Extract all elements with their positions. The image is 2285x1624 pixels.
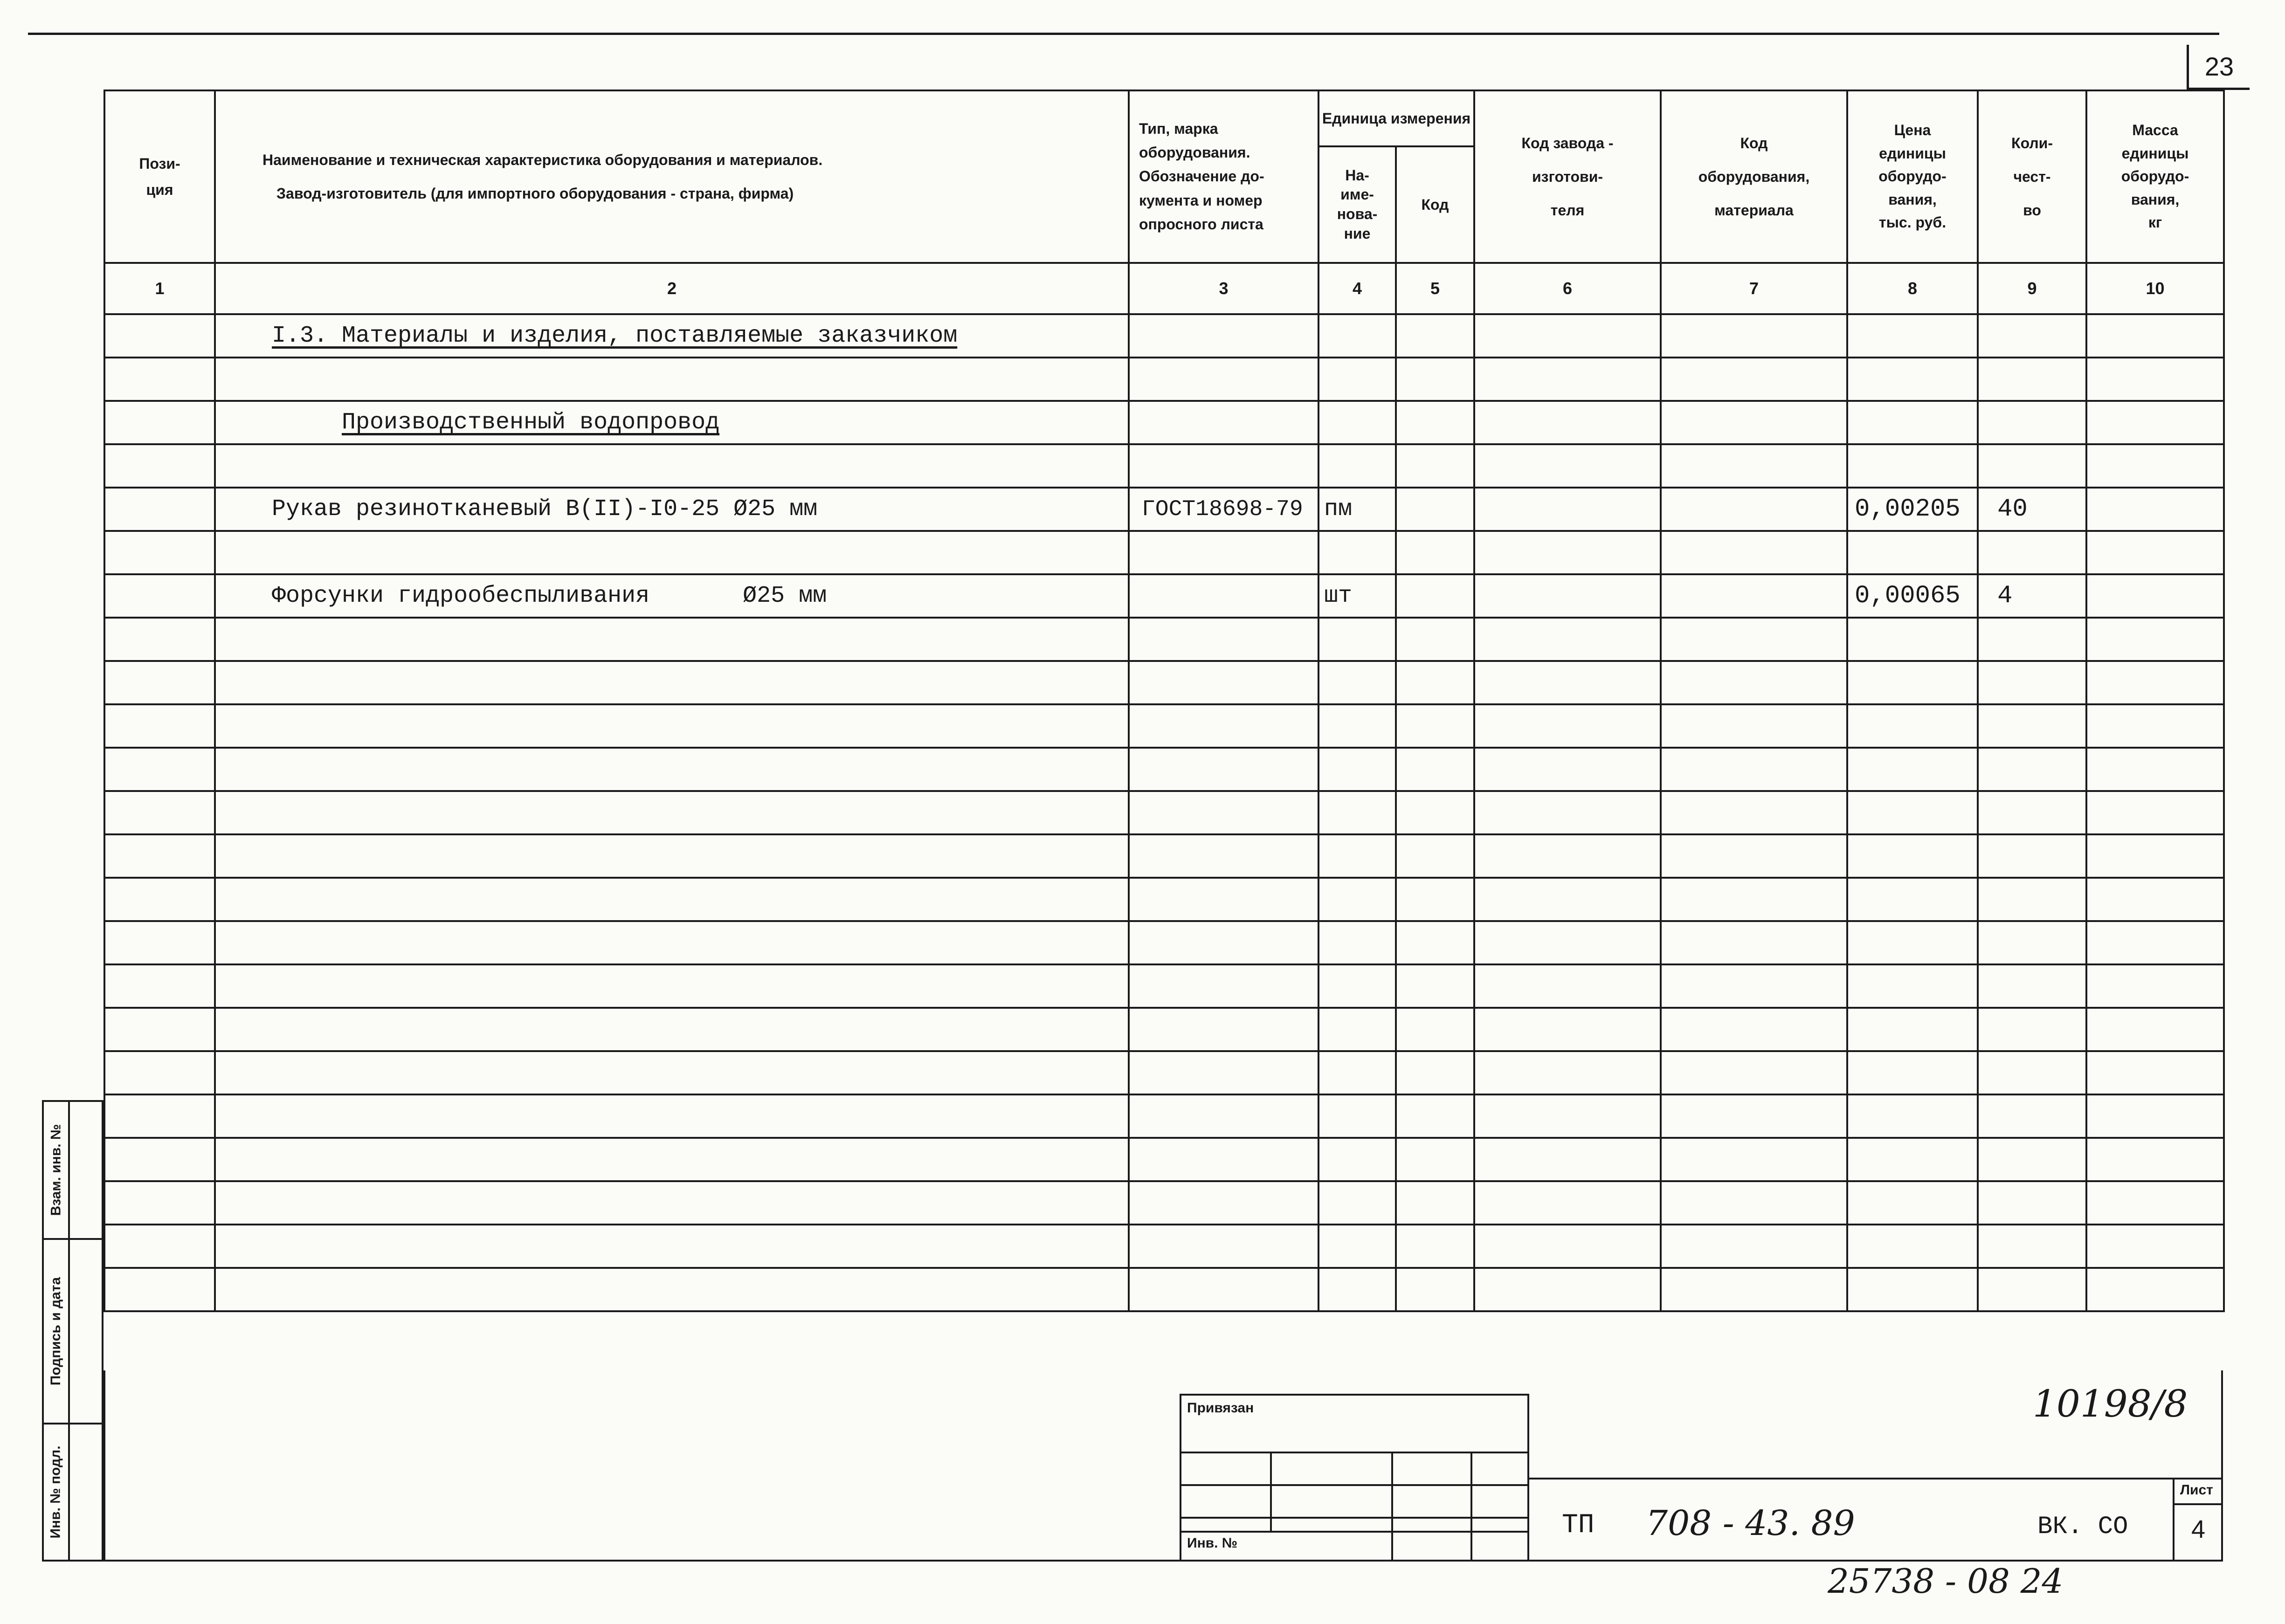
table-row bbox=[104, 488, 2224, 531]
item1-price: 0,00205 bbox=[1847, 488, 1978, 531]
item2-name: Форсунки гидрообеспыливания Ø25 мм bbox=[215, 574, 1129, 618]
colnum-9: 9 bbox=[1978, 263, 2086, 314]
item2-qty: 4 bbox=[1978, 574, 2086, 618]
table-row bbox=[104, 1008, 2224, 1051]
colnum-2: 2 bbox=[215, 263, 1129, 314]
column-number-row bbox=[104, 263, 2224, 314]
handwritten-doc-number: 10198/8 bbox=[2033, 1382, 2188, 1425]
header-equipment-code: Код оборудования, материала bbox=[1661, 90, 1847, 263]
side-stamp bbox=[42, 1100, 104, 1562]
table-row bbox=[104, 921, 2224, 964]
item2-diameter: Ø25 мм bbox=[743, 583, 827, 609]
top-border-line bbox=[28, 33, 2219, 35]
title-block-divider bbox=[1529, 1478, 2223, 1479]
title-block bbox=[104, 1370, 2223, 1562]
sheet-number: 4 bbox=[2191, 1515, 2206, 1543]
side-stamp-replacement: Взам. инв. № bbox=[42, 1100, 70, 1240]
header-type: Тип, марка оборудования. Обозначение до- кумента и номер опросного листа bbox=[1129, 90, 1319, 263]
album-code: ВК. СО bbox=[2037, 1513, 2128, 1541]
project-code: 708 - 43. 89 bbox=[1646, 1503, 1855, 1543]
header-unit-group: Единица измерения bbox=[1319, 90, 1474, 146]
inv-no-label: Инв. № bbox=[1187, 1535, 1238, 1551]
colnum-3: 3 bbox=[1129, 263, 1319, 314]
header-name: Наименование и техническая характеристика оборудования и материалов. Завод-изготовитель (для импортного оборудования - страна, фирма) bbox=[215, 90, 1129, 263]
table-row bbox=[104, 661, 2224, 704]
table-row bbox=[104, 1051, 2224, 1094]
subsection-title: Производственный водопровод bbox=[215, 401, 1129, 444]
table-row bbox=[104, 444, 2224, 488]
table-row bbox=[104, 878, 2224, 921]
header-plant-code: Код завода - изготови- теля bbox=[1474, 90, 1661, 263]
approved-label: Привязан bbox=[1187, 1400, 1254, 1416]
colnum-5: 5 bbox=[1396, 263, 1474, 314]
header-mass: Масса единицы оборудо- вания, кг bbox=[2086, 90, 2224, 263]
handwritten-archive-number: 25738 - 08 24 bbox=[1828, 1562, 2064, 1601]
table-row bbox=[104, 704, 2224, 748]
header-unit-code: Код bbox=[1396, 146, 1474, 263]
item2-price: 0,00065 bbox=[1847, 574, 1978, 618]
table-row bbox=[104, 358, 2224, 401]
table-row bbox=[104, 964, 2224, 1008]
table-row bbox=[104, 574, 2224, 618]
side-stamp-inventory: Инв. № подл. bbox=[42, 1423, 70, 1562]
item2-unit: шт bbox=[1319, 574, 1396, 618]
table-row bbox=[104, 401, 2224, 444]
item1-name: Рукав резинотканевый В(II)-I0-25 Ø25 мм bbox=[215, 488, 1129, 531]
item1-doc: ГОСТ18698-79 bbox=[1129, 488, 1319, 531]
header-row-1 bbox=[104, 90, 2224, 146]
table-row bbox=[104, 314, 2224, 358]
section-title: I.3. Материалы и изделия, поставляемые заказчиком bbox=[215, 314, 1129, 358]
colnum-7: 7 bbox=[1661, 263, 1847, 314]
header-position: Пози- ция bbox=[104, 90, 215, 263]
table-row bbox=[104, 1094, 2224, 1138]
item1-unit: пм bbox=[1319, 488, 1396, 531]
colnum-6: 6 bbox=[1474, 263, 1661, 314]
sheet-divider bbox=[2173, 1478, 2175, 1562]
table-row bbox=[104, 1268, 2224, 1311]
item1-qty: 40 bbox=[1978, 488, 2086, 531]
sheet-label: Лист bbox=[2180, 1482, 2213, 1498]
specification-table bbox=[104, 89, 2225, 1312]
header-price: Цена единицы оборудо- вания, тыс. руб. bbox=[1847, 90, 1978, 263]
table-row bbox=[104, 748, 2224, 791]
tp-label: ТП bbox=[1562, 1510, 1595, 1541]
table-row bbox=[104, 791, 2224, 834]
colnum-1: 1 bbox=[104, 263, 215, 314]
approval-stamp bbox=[1180, 1394, 1529, 1562]
sheet-label-divider bbox=[2173, 1503, 2223, 1505]
colnum-4: 4 bbox=[1319, 263, 1396, 314]
table-row bbox=[104, 1138, 2224, 1181]
table-row bbox=[104, 834, 2224, 878]
colnum-10: 10 bbox=[2086, 263, 2224, 314]
page-number: 23 bbox=[2187, 45, 2250, 90]
table-row bbox=[104, 531, 2224, 574]
side-stamp-signature: Подпись и дата bbox=[42, 1238, 70, 1424]
header-quantity: Коли- чест- во bbox=[1978, 90, 2086, 263]
header-unit-name: На- име- нова- ние bbox=[1319, 146, 1396, 263]
colnum-8: 8 bbox=[1847, 263, 1978, 314]
table-row bbox=[104, 1225, 2224, 1268]
table-row bbox=[104, 1181, 2224, 1225]
table-row bbox=[104, 618, 2224, 661]
